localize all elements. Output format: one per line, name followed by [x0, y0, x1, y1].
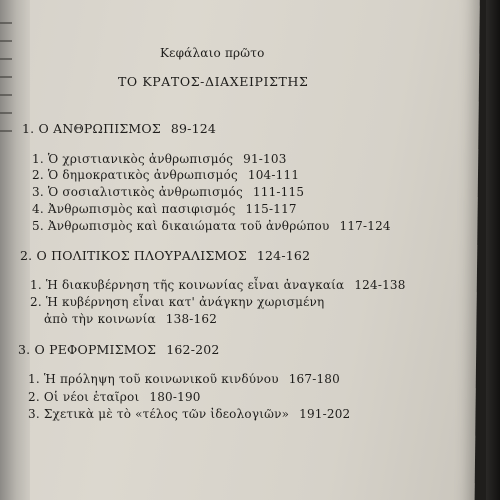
toc-entry: 2. Ἡ κυβέρνηση εἶναι κατ' ἀνάγκην χωρισμένη	[30, 295, 325, 309]
toc-entry: 4. Ἀνθρωπισμὸς καὶ πασιφισμός 115-117	[32, 202, 297, 216]
section-heading: 2. Ο ΠΟΛΙΤΙΚΟΣ ΠΛΟΥΡΑΛΙΣΜΟΣ 124-162	[20, 248, 311, 263]
facing-page-text-fragment	[0, 130, 12, 132]
facing-page-text-fragment	[0, 40, 12, 42]
page-shadow-edge	[486, 0, 500, 500]
facing-page-text-fragment	[0, 76, 12, 78]
facing-page-text-fragment	[0, 112, 12, 114]
toc-entry: 2. Ὁ δημοκρατικὸς ἀνθρωπισμός 104-111	[32, 168, 300, 182]
chapter-title: ΤΟ ΚΡΑΤΟΣ-ΔΙΑΧΕΙΡΙΣΤΗΣ	[118, 74, 309, 89]
toc-entry: 3. Σχετικὰ μὲ τὸ «τέλος τῶν ἰδεολογιῶν» 191-202	[28, 407, 351, 421]
section-heading: 3. Ο ΡΕΦΟΡΜΙΣΜΟΣ 162-202	[18, 342, 220, 357]
facing-page-text-fragment	[0, 22, 12, 24]
toc-entry-continuation: ἀπὸ τὴν κοινωνία 138-162	[44, 312, 218, 326]
section-heading: 1. Ο ΑΝΘΡΩΠΙΣΜΟΣ 89-124	[22, 121, 217, 136]
toc-entry: 1. Ἡ πρόληψη τοῦ κοινωνικοῦ κινδύνου 167-180	[28, 372, 340, 386]
toc-entry: 1. Ὁ χριστιανικὸς ἀνθρωπισμός 91-103	[32, 152, 287, 166]
toc-entry: 3. Ὁ σοσιαλιστικὸς ἀνθρωπισμός 111-115	[32, 185, 305, 199]
facing-page-text-fragment	[0, 94, 12, 96]
toc-entry: 5. Ἀνθρωπισμὸς καὶ δικαιώματα τοῦ ἀνθρώπου 117-124	[32, 219, 391, 233]
chapter-label: Κεφάλαιο πρῶτο	[160, 46, 265, 60]
toc-entry: 1. Ἡ διακυβέρνηση τῆς κοινωνίας εἶναι ἀναγκαία 124-138	[30, 278, 406, 292]
facing-page-text-fragment	[0, 58, 12, 60]
toc-entry: 2. Οἱ νέοι ἑταῖροι 180-190	[28, 390, 201, 404]
